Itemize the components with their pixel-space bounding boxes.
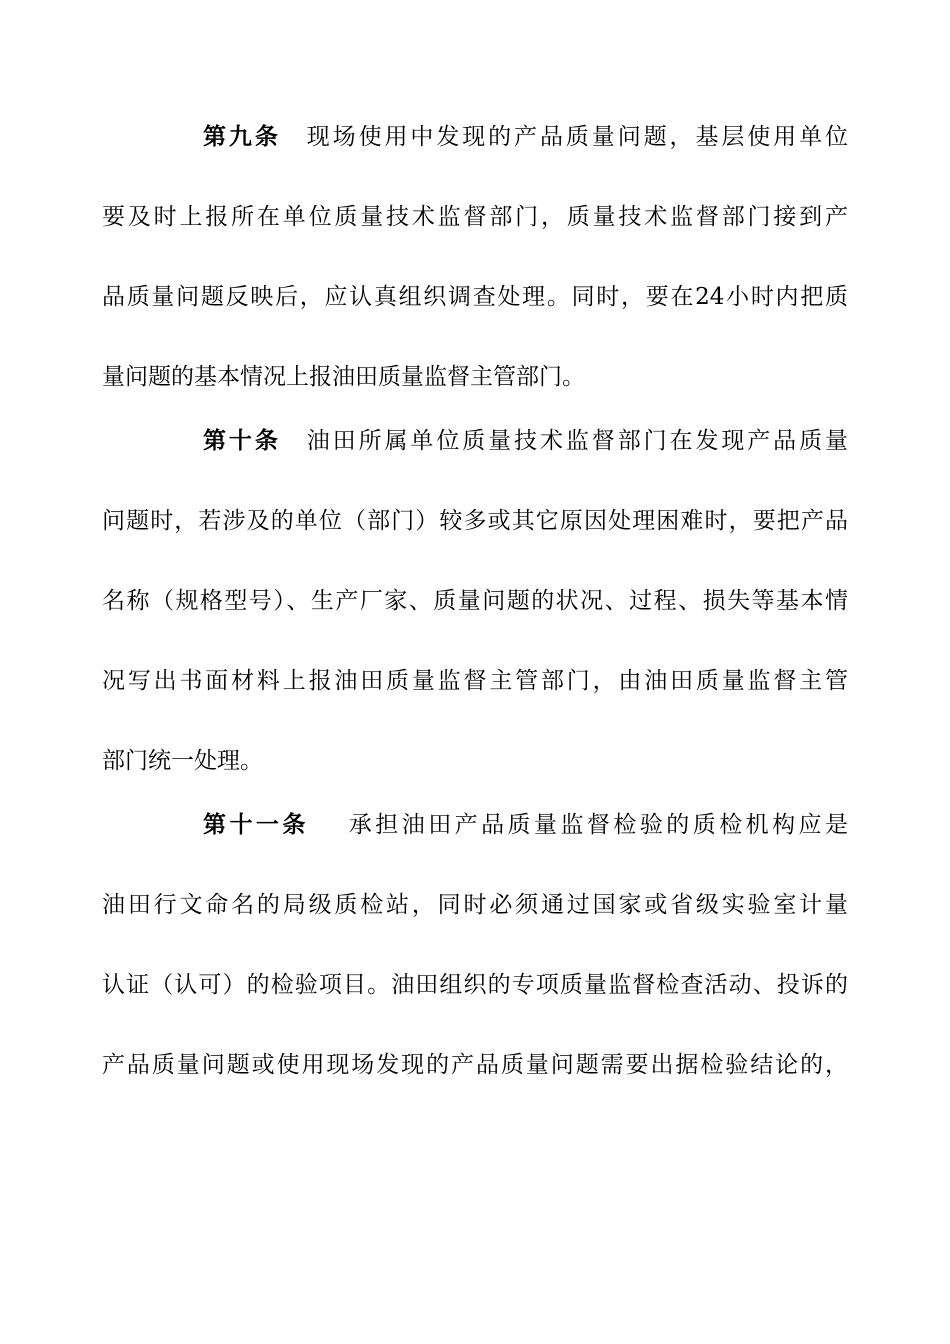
article-10-line-4: 况写出书面材料上报油田质量监督主管部门，由油田质量监督主管 (102, 668, 848, 694)
article-11-line-2: 油田行文命名的局级质检站，同时必须通过国家或省级实验室计量 (102, 892, 848, 918)
article-9-text-1: 现场使用中发现的产品质量问题，基层使用单位 (306, 124, 849, 150)
article-9-line-3: 品质量问题反映后，应认真组织调查处理。同时，要在24小时内把质 (102, 284, 848, 310)
article-9-line-2: 要及时上报所在单位质量技术监督部门，质量技术监督部门接到产 (102, 204, 848, 230)
article-11-line-4: 产品质量问题或使用现场发现的产品质量问题需要出据检验结论的， (102, 1052, 848, 1078)
article-11-line-1 (203, 805, 848, 845)
article-11-text-1: 承担油田产品质量监督检验的质检机构应是 (348, 812, 849, 838)
article-11-heading: 第十一条 (203, 812, 309, 838)
article-11-line-3: 认证（认可）的检验项目。油田组织的专项质量监督检查活动、投诉的 (102, 972, 848, 998)
article-9-line-4: 量问题的基本情况上报油田质量监督主管部门。 (102, 364, 585, 390)
article-10-line-5: 部门统一处理。 (102, 748, 263, 774)
article-10-heading: 第十条 (203, 428, 281, 454)
article-10-line-1 (203, 421, 848, 461)
article-9-heading: 第九条 (203, 124, 281, 150)
article-10-line-2: 问题时，若涉及的单位（部门）较多或其它原因处理困难时，要把产品 (102, 508, 848, 534)
article-10-text-1: 油田所属单位质量技术监督部门在发现产品质量 (306, 428, 849, 454)
article-9-line-1 (203, 117, 848, 157)
article-10-line-3: 名称（规格型号）、生产厂家、质量问题的状况、过程、损失等基本情 (102, 588, 848, 614)
